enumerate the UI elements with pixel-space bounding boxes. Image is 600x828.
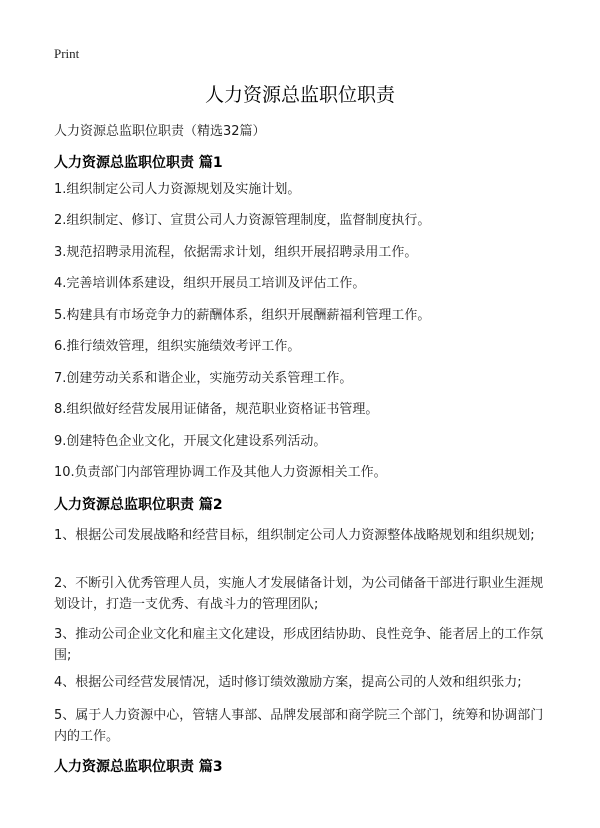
list-item: 3.规范招聘录用流程，依据需求计划，组织开展招聘录用工作。 bbox=[54, 245, 418, 260]
list-item: 2.组织制定、修订、宣贯公司人力资源管理制度，监督制度执行。 bbox=[54, 213, 431, 228]
list-item: 3、推动公司企业文化和雇主文化建设，形成团结协助、良性竞争、能者居上的工作氛围; bbox=[54, 627, 544, 663]
list-item: 8.组织做好经营发展用证储备，规范职业资格证书管理。 bbox=[54, 402, 379, 417]
list-item: 5.构建具有市场竞争力的薪酬体系，组织开展酬薪福利管理工作。 bbox=[54, 308, 431, 323]
document-subtitle: 人力资源总监职位职责（精选32篇） bbox=[54, 124, 266, 139]
list-item: 1、根据公司发展战略和经营目标，组织制定公司人力资源整体战略规划和组织规划; bbox=[54, 528, 535, 543]
list-item: 4、根据公司经营发展情况，适时修订绩效激励方案，提高公司的人效和组织张力; bbox=[54, 675, 522, 690]
list-item: 2、不断引入优秀管理人员，实施人才发展储备计划，为公司储备干部进行职业生涯规划设计，打造一支优秀、有战斗力的管理团队; bbox=[54, 576, 544, 612]
section-heading-1: 人力资源总监职位职责 篇1 bbox=[54, 155, 223, 171]
list-item: 10.负责部门内部管理协调工作及其他人力资源相关工作。 bbox=[54, 465, 387, 480]
page-title: 人力资源总监职位职责 bbox=[204, 84, 395, 106]
list-item: 9.创建特色企业文化，开展文化建设系列活动。 bbox=[54, 434, 327, 449]
print-label: Print bbox=[54, 46, 80, 61]
list-item: 1.组织制定公司人力资源规划及实施计划。 bbox=[54, 182, 301, 197]
list-item: 4.完善培训体系建设，组织开展员工培训及评估工作。 bbox=[54, 276, 366, 291]
list-item: 7.创建劳动关系和谐企业，实施劳动关系管理工作。 bbox=[54, 371, 353, 386]
section-heading-3: 人力资源总监职位职责 篇3 bbox=[54, 759, 223, 775]
list-item: 5、属于人力资源中心，管辖人事部、品牌发展部和商学院三个部门，统筹和协调部门内的工作。 bbox=[54, 708, 544, 744]
section-heading-2: 人力资源总监职位职责 篇2 bbox=[54, 497, 223, 513]
list-item: 6.推行绩效管理，组织实施绩效考评工作。 bbox=[54, 339, 301, 354]
